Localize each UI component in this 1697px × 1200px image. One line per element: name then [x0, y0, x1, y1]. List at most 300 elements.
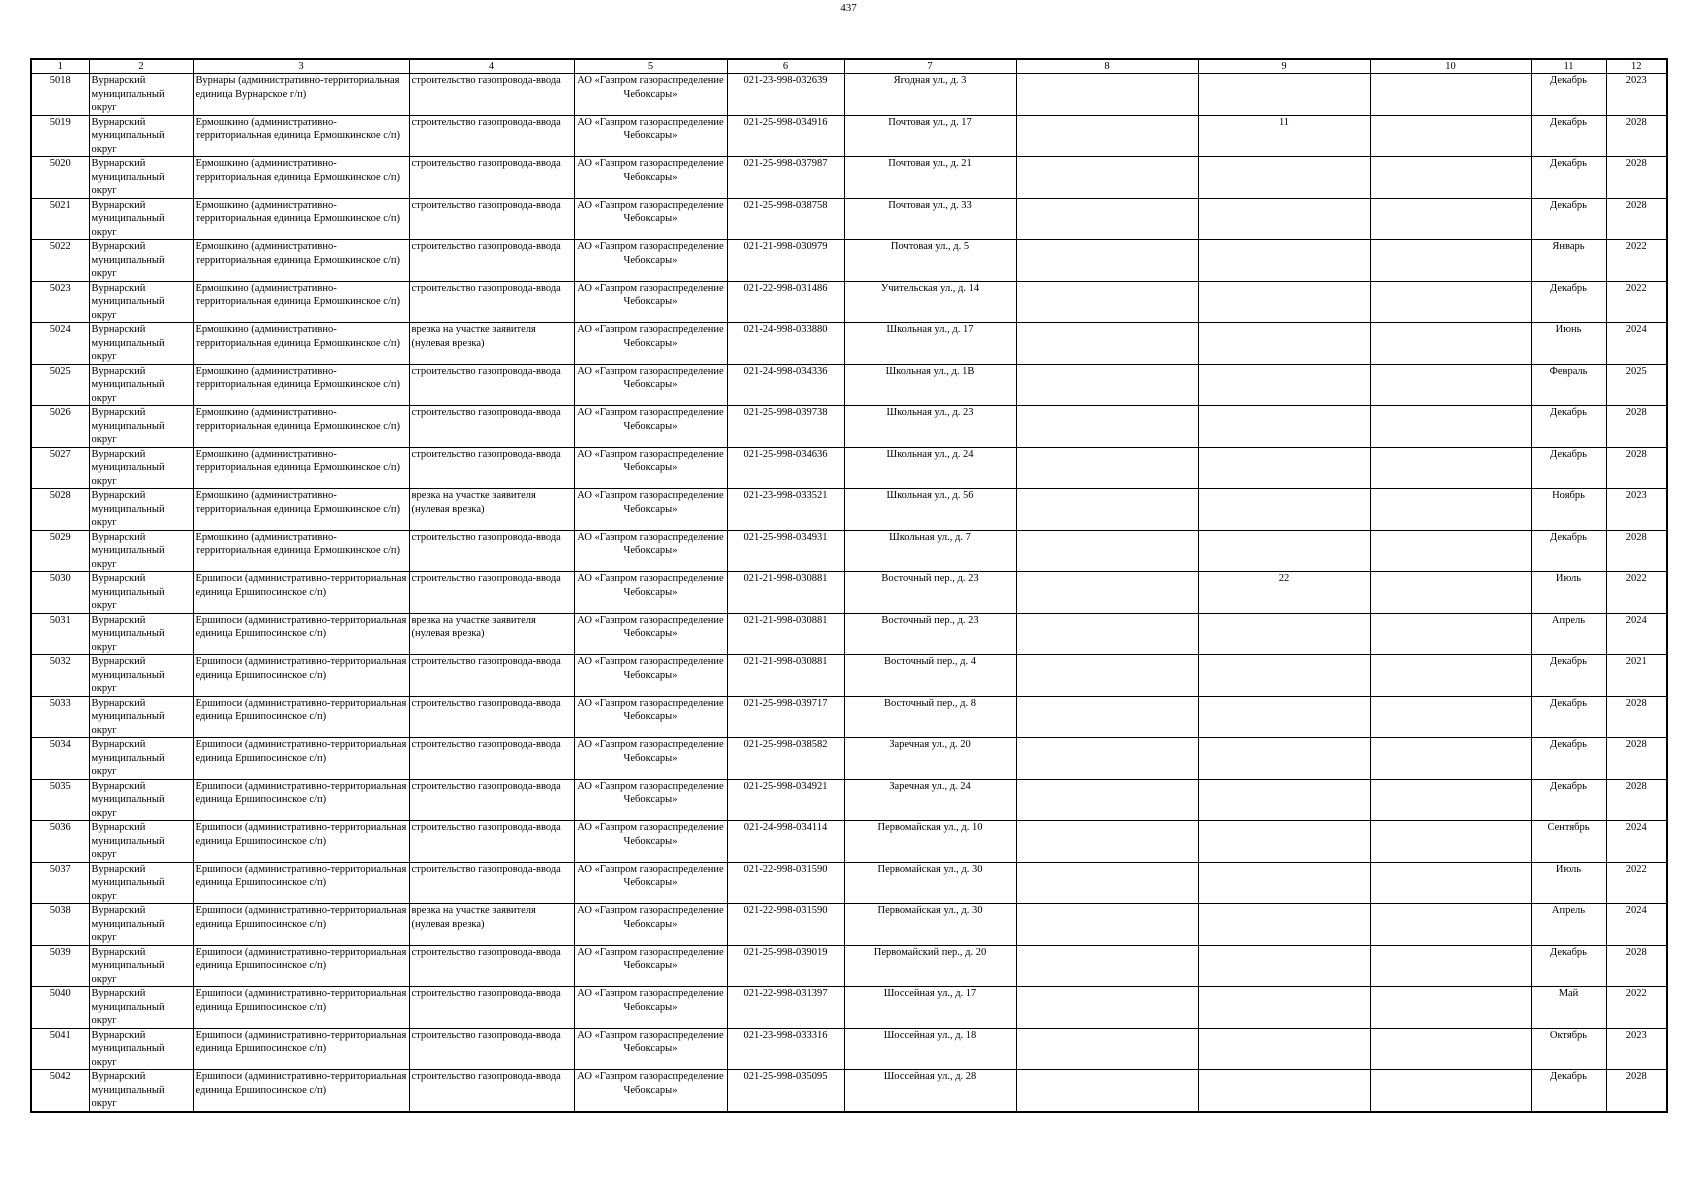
application-number-text: 021-21-998-030979 — [743, 241, 828, 252]
district-text: Вурнарский муниципальный округ — [91, 365, 165, 404]
month-text: Декабрь — [1550, 282, 1587, 294]
row-number-cell — [31, 198, 89, 240]
district-text: Вурнарский муниципальный округ — [91, 739, 165, 777]
application-number-text: 021-22-998-031486 — [743, 282, 828, 294]
organization-text: АО «Газпром газораспределение Чебоксары» — [577, 739, 724, 764]
column-8-cell — [1016, 738, 1198, 780]
settlement-cell — [193, 821, 409, 863]
work-type-text: строительство газопровода-ввода — [411, 739, 561, 750]
district-text: Вурнарский муниципальный округ — [91, 490, 165, 528]
row-number-cell — [31, 74, 89, 116]
row-number-text: 5036 — [49, 822, 71, 833]
address-text: Заречная ул., д. 24 — [889, 780, 971, 792]
column-9-cell — [1198, 738, 1370, 780]
district-cell — [89, 157, 193, 199]
column-8-cell — [1016, 613, 1198, 655]
month-cell — [1531, 157, 1606, 199]
month-cell — [1531, 613, 1606, 655]
table-row — [31, 281, 1667, 323]
page-number: 437 — [840, 2, 857, 14]
month-cell — [1531, 323, 1606, 365]
application-number-text: 021-25-998-039717 — [743, 697, 828, 709]
row-number-cell — [31, 240, 89, 282]
settlement-cell — [193, 904, 409, 946]
work-type-cell — [409, 1028, 574, 1070]
district-text: Вурнарский муниципальный округ — [91, 573, 165, 611]
settlement-text: Ершипоси (административно-территориальная единица Ершипосинское с/п) — [195, 905, 407, 930]
year-text: 2028 — [1625, 116, 1647, 128]
column-9-cell — [1198, 1028, 1370, 1070]
column-10-cell — [1370, 904, 1531, 946]
address-cell — [844, 655, 1016, 697]
column-8-cell — [1016, 987, 1198, 1029]
work-type-text: строительство газопровода-ввода — [411, 158, 561, 169]
year-text: 2021 — [1625, 656, 1647, 667]
row-number-cell — [31, 945, 89, 987]
row-number-text: 5029 — [49, 531, 71, 543]
work-type-cell — [409, 198, 574, 240]
row-number-cell — [31, 1070, 89, 1112]
year-cell — [1606, 945, 1667, 987]
organization-text: АО «Газпром газораспределение Чебоксары» — [577, 863, 724, 888]
application-number-cell — [727, 530, 844, 572]
column-9-cell — [1198, 364, 1370, 406]
column-8-cell — [1016, 530, 1198, 572]
column-9-cell — [1198, 198, 1370, 240]
address-text: Школьная ул., д. 56 — [886, 490, 974, 501]
column-9-cell — [1198, 406, 1370, 448]
work-type-cell — [409, 655, 574, 697]
data-table — [30, 58, 1668, 1113]
settlement-cell — [193, 115, 409, 157]
address-cell — [844, 240, 1016, 282]
year-text: 2024 — [1625, 324, 1647, 335]
application-number-text: 021-25-998-037987 — [743, 158, 828, 169]
district-text: Вурнарский муниципальный округ — [91, 780, 165, 819]
organization-text: АО «Газпром газораспределение Чебоксары» — [577, 365, 724, 390]
application-number-text: 021-25-998-034921 — [743, 780, 828, 792]
application-number-cell — [727, 613, 844, 655]
settlement-cell — [193, 613, 409, 655]
row-number-cell — [31, 987, 89, 1029]
settlement-cell — [193, 406, 409, 448]
column-9-cell — [1198, 904, 1370, 946]
month-cell — [1531, 655, 1606, 697]
column-10-cell — [1370, 281, 1531, 323]
month-text: Декабрь — [1550, 1071, 1587, 1082]
organization-text: АО «Газпром газораспределение Чебоксары» — [577, 1071, 724, 1096]
column-9-cell — [1198, 945, 1370, 987]
column-8-cell — [1016, 364, 1198, 406]
application-number-text: 021-23-998-033316 — [743, 1029, 828, 1041]
application-number-text: 021-24-998-034114 — [743, 822, 828, 833]
row-number-cell — [31, 115, 89, 157]
column-8-cell — [1016, 779, 1198, 821]
column-8-cell — [1016, 696, 1198, 738]
organization-cell — [574, 157, 727, 199]
settlement-text: Ермошкино (административно-территориальная единица Ермошкинское с/п) — [195, 158, 400, 183]
application-number-cell — [727, 779, 844, 821]
district-cell — [89, 1028, 193, 1070]
address-text: Заречная ул., д. 20 — [889, 739, 971, 750]
address-text: Ягодная ул., д. 3 — [893, 75, 967, 86]
year-cell — [1606, 406, 1667, 448]
column-8-cell — [1016, 281, 1198, 323]
address-text: Первомайская ул., д. 10 — [877, 822, 983, 833]
district-text: Вурнарский муниципальный округ — [91, 822, 165, 860]
settlement-cell — [193, 738, 409, 780]
month-text: Декабрь — [1550, 158, 1587, 169]
application-number-cell — [727, 862, 844, 904]
column-header-1: 1 — [31, 59, 89, 74]
address-text: Шоссейная ул., д. 28 — [883, 1071, 977, 1082]
column-10-cell — [1370, 945, 1531, 987]
application-number-cell — [727, 738, 844, 780]
work-type-text: строительство газопровода-ввода — [411, 448, 561, 460]
address-text: Школьная ул., д. 1В — [885, 365, 975, 377]
column-header-11: 11 — [1531, 59, 1606, 74]
work-type-cell — [409, 157, 574, 199]
column-8-cell — [1016, 572, 1198, 614]
column-8-cell — [1016, 74, 1198, 116]
address-text: Школьная ул., д. 7 — [889, 531, 971, 543]
address-cell — [844, 198, 1016, 240]
organization-text: АО «Газпром газораспределение Чебоксары» — [577, 614, 724, 639]
table-row — [31, 1070, 1667, 1112]
column-10-cell — [1370, 198, 1531, 240]
month-text: Май — [1558, 988, 1579, 999]
settlement-text: Ершипоси (административно-территориальная единица Ершипосинское с/п) — [195, 863, 407, 888]
application-number-cell — [727, 115, 844, 157]
row-number-text: 5027 — [49, 448, 71, 460]
table-row — [31, 115, 1667, 157]
row-number-text: 5035 — [49, 780, 71, 792]
month-text: Октябрь — [1549, 1029, 1588, 1041]
year-cell — [1606, 74, 1667, 116]
header-row — [31, 59, 1667, 74]
application-number-cell — [727, 364, 844, 406]
organization-text: АО «Газпром газораспределение Чебоксары» — [577, 780, 724, 805]
row-number-text: 5030 — [49, 573, 71, 584]
year-text: 2023 — [1625, 75, 1647, 86]
settlement-text: Ермошкино (административно-территориальная единица Ермошкинское с/п) — [195, 241, 400, 266]
table-row — [31, 821, 1667, 863]
application-number-text: 021-23-998-032639 — [743, 75, 828, 86]
table-body — [31, 74, 1667, 1112]
organization-text: АО «Газпром газораспределение Чебоксары» — [577, 241, 724, 266]
work-type-text: строительство газопровода-ввода — [411, 241, 561, 252]
column-8-cell — [1016, 323, 1198, 365]
row-number-cell — [31, 904, 89, 946]
settlement-text: Ермошкино (административно-территориальная единица Ермошкинское с/п) — [195, 407, 400, 432]
row-number-cell — [31, 281, 89, 323]
application-number-cell — [727, 572, 844, 614]
settlement-text: Ершипоси (административно-территориальная единица Ершипосинское с/п) — [195, 614, 407, 639]
address-cell — [844, 364, 1016, 406]
column-10-cell — [1370, 1028, 1531, 1070]
table-header — [31, 59, 1667, 74]
organization-cell — [574, 1028, 727, 1070]
column-10-cell — [1370, 115, 1531, 157]
address-text: Восточный пер., д. 23 — [881, 614, 979, 626]
month-text: Сентябрь — [1547, 822, 1590, 833]
column-header-7: 7 — [844, 59, 1016, 74]
address-text: Школьная ул., д. 17 — [886, 324, 974, 335]
column-header-4: 4 — [409, 59, 574, 74]
row-number-text: 5031 — [49, 614, 71, 626]
application-number-text: 021-21-998-030881 — [743, 656, 828, 667]
work-type-text: врезка на участке заявителя (нулевая врезка) — [411, 324, 536, 349]
application-number-text: 021-25-998-038582 — [743, 739, 828, 750]
district-cell — [89, 198, 193, 240]
organization-text: АО «Газпром газораспределение Чебоксары» — [577, 531, 724, 556]
application-number-cell — [727, 987, 844, 1029]
table-row — [31, 738, 1667, 780]
work-type-text: строительство газопровода-ввода — [411, 863, 561, 875]
address-cell — [844, 738, 1016, 780]
district-cell — [89, 572, 193, 614]
application-number-cell — [727, 1070, 844, 1112]
column-9-cell — [1198, 115, 1370, 157]
address-cell — [844, 613, 1016, 655]
month-text: Январь — [1552, 241, 1585, 252]
work-type-cell — [409, 738, 574, 780]
month-text: Декабрь — [1550, 780, 1587, 792]
month-cell — [1531, 530, 1606, 572]
month-cell — [1531, 447, 1606, 489]
address-cell — [844, 281, 1016, 323]
column-8-cell — [1016, 655, 1198, 697]
column-10-cell — [1370, 157, 1531, 199]
settlement-cell — [193, 198, 409, 240]
column-9-cell — [1198, 530, 1370, 572]
work-type-cell — [409, 779, 574, 821]
month-text: Июнь — [1555, 324, 1582, 335]
address-cell — [844, 530, 1016, 572]
settlement-text: Ермошкино (административно-территориальная единица Ермошкинское с/п) — [195, 448, 400, 473]
district-cell — [89, 613, 193, 655]
column-9-text: 22 — [1278, 573, 1290, 584]
year-text: 2024 — [1625, 614, 1647, 626]
application-number-text: 021-25-998-034636 — [743, 448, 828, 460]
district-text: Вурнарский муниципальный округ — [91, 448, 165, 487]
address-text: Первомайская ул., д. 30 — [877, 905, 983, 916]
address-cell — [844, 779, 1016, 821]
address-text: Школьная ул., д. 23 — [886, 407, 974, 418]
work-type-text: строительство газопровода-ввода — [411, 1071, 561, 1082]
row-number-text: 5021 — [49, 199, 71, 211]
organization-cell — [574, 945, 727, 987]
month-cell — [1531, 945, 1606, 987]
row-number-cell — [31, 157, 89, 199]
month-text: Декабрь — [1550, 739, 1587, 750]
column-10-cell — [1370, 530, 1531, 572]
month-cell — [1531, 115, 1606, 157]
year-cell — [1606, 821, 1667, 863]
row-number-cell — [31, 572, 89, 614]
column-9-cell — [1198, 821, 1370, 863]
row-number-cell — [31, 862, 89, 904]
column-8-cell — [1016, 157, 1198, 199]
work-type-cell — [409, 115, 574, 157]
table-row — [31, 74, 1667, 116]
settlement-text: Ершипоси (административно-территориальная единица Ершипосинское с/п) — [195, 780, 407, 805]
work-type-text: строительство газопровода-ввода — [411, 988, 561, 999]
settlement-cell — [193, 945, 409, 987]
application-number-cell — [727, 240, 844, 282]
column-8-cell — [1016, 821, 1198, 863]
column-9-cell — [1198, 323, 1370, 365]
row-number-cell — [31, 655, 89, 697]
application-number-text: 021-25-998-035095 — [743, 1071, 828, 1082]
work-type-text: врезка на участке заявителя (нулевая врезка) — [411, 490, 536, 515]
year-cell — [1606, 281, 1667, 323]
address-cell — [844, 74, 1016, 116]
settlement-text: Ермошкино (административно-территориальная единица Ермошкинское с/п) — [195, 282, 400, 307]
settlement-cell — [193, 1028, 409, 1070]
settlement-cell — [193, 447, 409, 489]
settlement-text: Ермошкино (административно-территориальная единица Ермошкинское с/п) — [195, 490, 400, 515]
address-cell — [844, 987, 1016, 1029]
address-text: Почтовая ул., д. 33 — [888, 199, 972, 211]
organization-cell — [574, 489, 727, 531]
month-cell — [1531, 821, 1606, 863]
column-header-9: 9 — [1198, 59, 1370, 74]
organization-text: АО «Газпром газораспределение Чебоксары» — [577, 822, 724, 847]
application-number-text: 021-24-998-034336 — [743, 365, 828, 377]
column-10-cell — [1370, 696, 1531, 738]
organization-cell — [574, 613, 727, 655]
work-type-cell — [409, 572, 574, 614]
year-text: 2028 — [1625, 1071, 1647, 1082]
settlement-text: Ермошкино (административно-территориальная единица Ермошкинское с/п) — [195, 116, 400, 141]
district-cell — [89, 364, 193, 406]
row-number-cell — [31, 821, 89, 863]
work-type-text: строительство газопровода-ввода — [411, 946, 561, 958]
district-text: Вурнарский муниципальный округ — [91, 241, 165, 279]
month-cell — [1531, 696, 1606, 738]
district-cell — [89, 945, 193, 987]
organization-cell — [574, 696, 727, 738]
row-number-cell — [31, 323, 89, 365]
year-text: 2028 — [1625, 531, 1647, 543]
column-9-cell — [1198, 862, 1370, 904]
row-number-cell — [31, 530, 89, 572]
month-cell — [1531, 738, 1606, 780]
year-text: 2028 — [1625, 199, 1647, 211]
month-text: Декабрь — [1550, 75, 1587, 86]
year-cell — [1606, 779, 1667, 821]
row-number-cell — [31, 447, 89, 489]
work-type-cell — [409, 696, 574, 738]
application-number-text: 021-22-998-031397 — [743, 988, 828, 999]
column-10-cell — [1370, 364, 1531, 406]
column-header-3: 3 — [193, 59, 409, 74]
work-type-cell — [409, 1070, 574, 1112]
address-cell — [844, 323, 1016, 365]
column-9-cell — [1198, 489, 1370, 531]
district-text: Вурнарский муниципальный округ — [91, 697, 165, 736]
district-text: Вурнарский муниципальный округ — [91, 614, 165, 653]
application-number-cell — [727, 696, 844, 738]
organization-cell — [574, 779, 727, 821]
settlement-text: Вурнары (административно-территориальная единица Вурнарское г/п) — [195, 75, 400, 100]
table-row — [31, 406, 1667, 448]
year-cell — [1606, 738, 1667, 780]
year-text: 2023 — [1625, 1029, 1647, 1041]
organization-cell — [574, 198, 727, 240]
district-text: Вурнарский муниципальный округ — [91, 988, 165, 1026]
work-type-cell — [409, 323, 574, 365]
row-number-cell — [31, 696, 89, 738]
address-text: Восточный пер., д. 23 — [881, 573, 979, 584]
row-number-text: 5025 — [49, 365, 71, 377]
row-number-text: 5026 — [49, 407, 71, 418]
organization-text: АО «Газпром газораспределение Чебоксары» — [577, 407, 724, 432]
row-number-cell — [31, 779, 89, 821]
district-cell — [89, 779, 193, 821]
column-9-cell — [1198, 987, 1370, 1029]
table-row — [31, 1028, 1667, 1070]
month-text: Апрель — [1551, 614, 1586, 626]
column-8-cell — [1016, 945, 1198, 987]
month-text: Июль — [1555, 573, 1582, 584]
address-cell — [844, 945, 1016, 987]
address-text: Шоссейная ул., д. 18 — [883, 1029, 977, 1041]
month-cell — [1531, 74, 1606, 116]
organization-text: АО «Газпром газораспределение Чебоксары» — [577, 75, 724, 100]
column-9-cell — [1198, 572, 1370, 614]
organization-text: АО «Газпром газораспределение Чебоксары» — [577, 946, 724, 971]
year-text: 2025 — [1625, 365, 1647, 377]
work-type-cell — [409, 240, 574, 282]
district-text: Вурнарский муниципальный округ — [91, 656, 165, 694]
district-cell — [89, 115, 193, 157]
year-cell — [1606, 530, 1667, 572]
work-type-cell — [409, 945, 574, 987]
table-row — [31, 198, 1667, 240]
month-text: Декабрь — [1550, 946, 1587, 958]
application-number-cell — [727, 406, 844, 448]
work-type-cell — [409, 530, 574, 572]
settlement-cell — [193, 240, 409, 282]
row-number-cell — [31, 1028, 89, 1070]
table-row — [31, 530, 1667, 572]
month-text: Ноябрь — [1552, 490, 1585, 501]
table-row — [31, 489, 1667, 531]
column-header-12: 12 — [1606, 59, 1667, 74]
column-header-5: 5 — [574, 59, 727, 74]
year-text: 2028 — [1625, 448, 1647, 460]
settlement-cell — [193, 281, 409, 323]
address-text: Учительская ул., д. 14 — [880, 282, 980, 294]
month-cell — [1531, 904, 1606, 946]
column-10-cell — [1370, 489, 1531, 531]
table-row — [31, 364, 1667, 406]
application-number-text: 021-25-998-034916 — [743, 116, 828, 128]
year-text: 2028 — [1625, 158, 1647, 169]
year-cell — [1606, 364, 1667, 406]
work-type-cell — [409, 489, 574, 531]
address-text: Первомайский пер., д. 20 — [873, 946, 987, 958]
month-cell — [1531, 1070, 1606, 1112]
work-type-text: строительство газопровода-ввода — [411, 780, 561, 792]
table-row — [31, 447, 1667, 489]
year-text: 2028 — [1625, 780, 1647, 792]
row-number-text: 5039 — [49, 946, 71, 958]
settlement-cell — [193, 530, 409, 572]
address-cell — [844, 406, 1016, 448]
